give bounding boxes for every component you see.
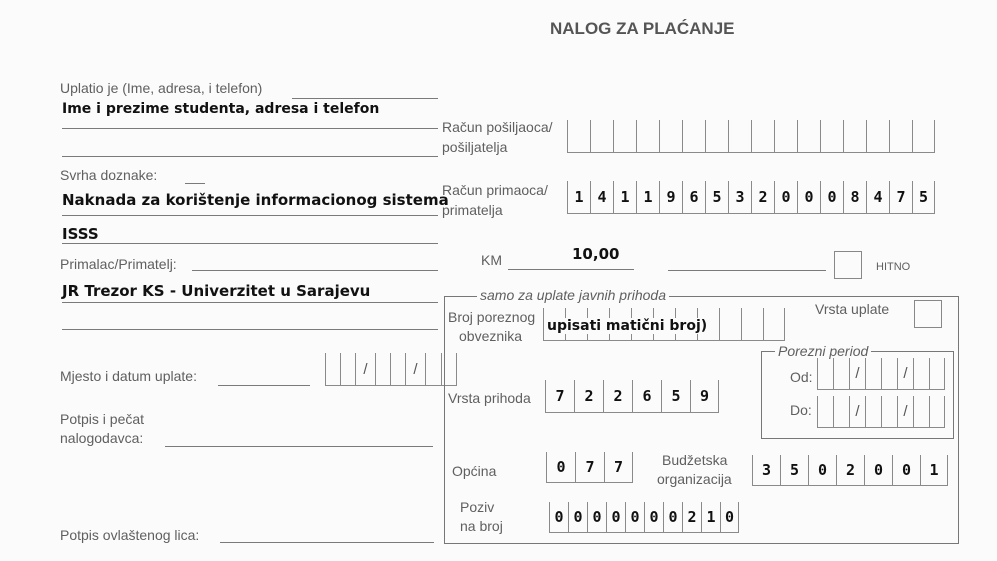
vrsta-prihoda-cell[interactable]: 9 [690,380,719,413]
budzetska-cell[interactable]: 2 [836,455,864,486]
hitno-label: HITNO [876,261,911,273]
racun-posiljaoca-cell[interactable] [797,120,820,153]
svrha-label: Svrha doznake: [60,167,158,183]
iznos-value[interactable]: 10,00 [572,245,620,263]
uplatio-value[interactable]: Ime i prezime studenta, adresa i telefon [62,101,380,117]
budzetska-cell[interactable]: 0 [808,455,836,486]
racun-posiljaoca-cell[interactable] [682,120,705,153]
budzetska-cell[interactable]: 5 [780,455,808,486]
potpis-ovlastenog-field[interactable] [220,542,434,543]
racun-posiljaoca-cell[interactable] [843,120,866,153]
racun-posiljaoca-label1: Račun pošiljaoca/ [442,119,553,135]
hitno-checkbox[interactable] [834,251,862,279]
vrsta-prihoda-cell[interactable]: 2 [574,380,603,413]
poziv-na-broj-cell[interactable]: 0 [568,502,587,533]
racun-posiljaoca-cell[interactable] [705,120,728,153]
poziv-na-broj-cell[interactable]: 0 [663,502,682,533]
racun-posiljaoca-cell[interactable] [866,120,889,153]
racun-posiljaoca-label2: pošiljatelja [442,139,508,155]
poziv-label2: na broj [460,518,503,534]
racun-primaoca-cell[interactable]: 7 [889,181,912,214]
period-do-label: Do: [790,402,812,418]
racun-primaoca-cell[interactable]: 4 [866,181,889,214]
opcina-cell[interactable]: 7 [604,452,633,483]
poziv-na-broj-cell[interactable]: 0 [606,502,625,533]
racun-primaoca-label1: Račun primaoca/ [442,182,548,198]
poziv-na-broj-cell[interactable]: 0 [625,502,644,533]
primalac-label: Primalac/Primatelj: [60,256,177,272]
poziv-na-broj-cells[interactable] [549,502,739,533]
opcina-cells[interactable] [546,452,633,483]
racun-primaoca-label2: primatelja [442,202,503,218]
budzetska-label2: organizacija [657,471,732,487]
vrsta-uplate-label: Vrsta uplate [815,301,890,317]
racun-primaoca-cell[interactable]: 0 [820,181,843,214]
broj-poreznog-value: upisati matični broj) [547,318,708,334]
budzetska-cell[interactable]: 3 [752,455,780,486]
budzetska-cell[interactable]: 1 [920,455,948,486]
racun-posiljaoca-cell[interactable] [912,120,935,153]
racun-primaoca-cell[interactable]: 5 [705,181,728,214]
racun-primaoca-cell[interactable]: 2 [751,181,774,214]
racun-primaoca-cell[interactable]: 1 [567,181,590,214]
racun-posiljaoca-cell[interactable] [659,120,682,153]
opcina-cell[interactable]: 7 [575,452,604,483]
mjesto-label: Mjesto i datum uplate: [60,368,197,384]
javni-prihodi-legend: samo za uplate javnih prihoda [477,287,669,303]
potpis-nalogodavca-label2: nalogodavca: [60,430,144,446]
racun-primaoca-cell[interactable]: 0 [774,181,797,214]
racun-posiljaoca-cell[interactable] [567,120,590,153]
racun-posiljaoca-cell[interactable] [751,120,774,153]
poziv-na-broj-cell[interactable]: 0 [549,502,568,533]
racun-posiljaoca-cell[interactable] [889,120,912,153]
opcina-cell[interactable]: 0 [546,452,575,483]
racun-posiljaoca-cell[interactable] [613,120,636,153]
form-title: NALOG ZA PLAĆANJE [550,19,735,38]
period-do-cells[interactable]: / / [817,396,945,428]
racun-posiljaoca-cell[interactable] [774,120,797,153]
racun-primaoca-cell[interactable]: 1 [636,181,659,214]
racun-posiljaoca-cell[interactable] [636,120,659,153]
budzetska-cell[interactable]: 0 [864,455,892,486]
racun-primaoca-cell[interactable]: 9 [659,181,682,214]
vrsta-prihoda-label: Vrsta prihoda [448,390,531,406]
poziv-na-broj-cell[interactable]: 0 [587,502,606,533]
racun-posiljaoca-cells[interactable] [567,120,935,153]
poziv-na-broj-cell[interactable]: 0 [644,502,663,533]
poziv-na-broj-cell[interactable]: 1 [701,502,720,533]
mjesto-field[interactable] [218,385,310,386]
svrha-line2[interactable]: ISSS [62,225,99,243]
budzetska-label1: Budžetska [662,452,728,468]
racun-primaoca-cell[interactable]: 8 [843,181,866,214]
poziv-label1: Poziv [460,499,495,515]
racun-posiljaoca-cell[interactable] [728,120,751,153]
potpis-nalogodavca-field[interactable] [165,446,433,447]
period-od-label: Od: [790,369,813,385]
vrsta-prihoda-cell[interactable]: 5 [661,380,690,413]
racun-primaoca-cells[interactable] [567,181,935,214]
vrsta-prihoda-cell[interactable]: 2 [603,380,632,413]
currency-label: KM [481,252,502,268]
racun-primaoca-cell[interactable]: 5 [912,181,935,214]
budzetska-cells[interactable] [752,455,948,486]
broj-poreznog-label1: Broj poreznog [448,309,536,325]
primalac-value[interactable]: JR Trezor KS - Univerzitet u Sarajevu [62,282,371,300]
poziv-na-broj-cell[interactable]: 2 [682,502,701,533]
vrsta-prihoda-cell[interactable]: 6 [632,380,661,413]
period-od-cells[interactable]: / / [817,358,945,390]
vrsta-prihoda-cells[interactable] [545,380,719,413]
datum-uplate-cells[interactable]: / / [325,353,457,386]
racun-posiljaoca-cell[interactable] [820,120,843,153]
budzetska-cell[interactable]: 0 [892,455,920,486]
opcina-label: Općina [452,463,497,479]
vrsta-prihoda-cell[interactable]: 7 [545,380,574,413]
porezni-period-legend: Porezni period [775,343,871,359]
racun-primaoca-cell[interactable]: 1 [613,181,636,214]
uplatio-label: Uplatio je (Ime, adresa, i telefon) [60,80,263,96]
broj-poreznog-label2: obveznika [459,328,523,344]
racun-primaoca-cell[interactable]: 0 [797,181,820,214]
racun-primaoca-cell[interactable]: 3 [728,181,751,214]
potpis-ovlastenog-label: Potpis ovlaštenog lica: [60,527,200,543]
racun-primaoca-cell[interactable]: 6 [682,181,705,214]
vrsta-uplate-checkbox[interactable] [914,300,942,328]
svrha-line1[interactable]: Naknada za korištenje informacionog sistema [62,191,449,209]
poziv-na-broj-cell[interactable]: 0 [720,502,739,533]
racun-primaoca-cell[interactable]: 4 [590,181,613,214]
racun-posiljaoca-cell[interactable] [590,120,613,153]
potpis-nalogodavca-label1: Potpis i pečat [60,411,145,427]
